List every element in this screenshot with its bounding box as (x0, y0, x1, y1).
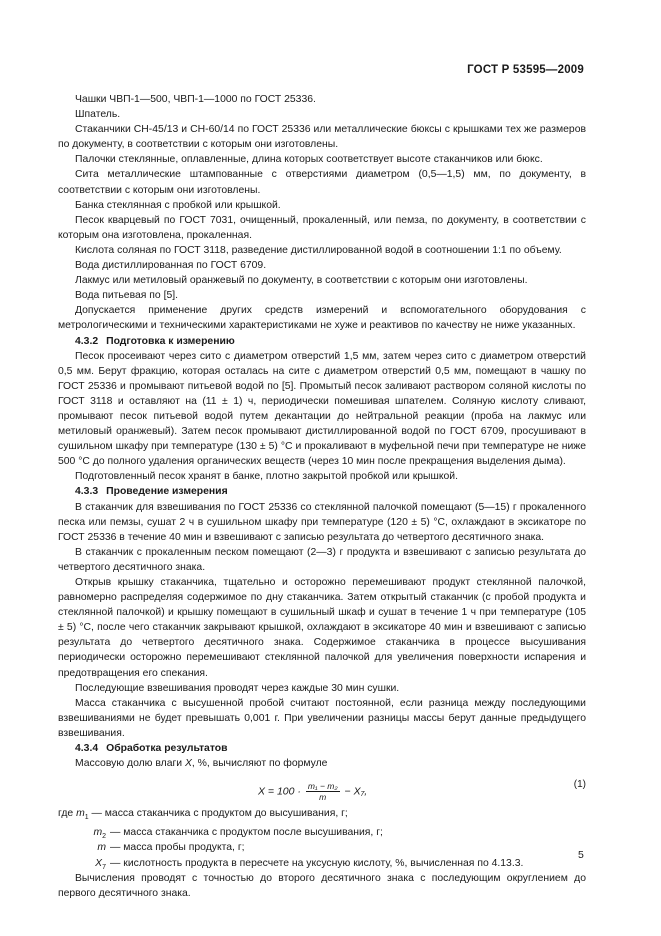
section-number: 4.3.4 (75, 743, 99, 755)
paragraph: Вычисления проводят с точностью до второго десятичного знака с последующим округлением до первого десятичного знака. (58, 872, 586, 899)
formula-number: (1) (573, 779, 586, 791)
section-heading-4-3-2 (58, 334, 586, 349)
paragraph: Кислота соляная по ГОСТ 3118, разведение дистиллированной водой в соотношении 1:1 по объему. (75, 244, 562, 256)
page-body (58, 92, 586, 901)
formula-expression (258, 781, 367, 802)
definition-subscript: 2 (102, 833, 106, 841)
paragraph: Палочки стеклянные, оплавленные, длина которых соответствует высоте стаканчиков или бюкс. (75, 154, 543, 166)
paragraph: В стаканчик с прокаленным песком помещают (2—3) г продукта и взвешивают с записью результата до четвертого десятичного знака. (58, 546, 586, 573)
formula-intro-text: , %, вычисляют по формуле (191, 758, 328, 770)
paragraph: Последующие взвешивания проводят через каждые 30 мин сушки. (75, 682, 400, 694)
paragraph: Открыв крышку стаканчика, тщательно и осторожно перемешивают продукт стеклянной палочкой, равномерно распределяя содержимое по дну стаканчика. Затем открытый стаканчик (с пробой продукта и стеклянной палочкой) и крышку помещают в сушильный шкаф и сушат в течение 1 ч при температуре (105 ± 5) °С, после чего стаканчик закрывают крышкой, охлаждают в эксикаторе 40 мин и взвешивают с записью результата до четвертого десятичного знака. Содержимое стаканчика в процессе высушивания периодически осторожно перемешивают стеклянной палочкой для увеличения поверхности испарения и предотвращения его спекания. (58, 577, 586, 679)
formula-rhs: − X₇, (344, 785, 368, 798)
paragraph: Масса стаканчика с высушенной пробой считают постоянной, если разница между последующими взвешиваниями не будет превышать 0,001 г. При увеличении разницы массы берут данные предыдущего взвешивания. (58, 697, 586, 739)
definition-subscript: 1 (84, 814, 89, 822)
section-number: 4.3.2 (75, 335, 99, 347)
formula-intro-text: Массовую долю влаги (75, 758, 185, 770)
definition-item (58, 825, 586, 840)
definition-symbol: m (97, 842, 106, 854)
definitions-list (58, 806, 586, 870)
formula-fraction (306, 781, 340, 802)
page-number: 5 (578, 849, 584, 861)
where-word: где (58, 808, 74, 820)
paragraph: Вода дистиллированная по ГОСТ 6709. (75, 260, 267, 272)
definition-text: — масса стаканчика с продуктом до высушивания, г; (88, 808, 348, 820)
paragraph: Допускается применение других средств измерений и вспомогательного оборудования с метрологическими и техническими характеристиками не хуже и реактивов по качеству не ниже указанных. (58, 305, 586, 332)
definition-item (58, 806, 586, 825)
paragraph: Банка стеклянная с пробкой или крышкой. (75, 199, 281, 211)
definition-symbol: X (95, 857, 103, 869)
formula-intro (58, 756, 586, 771)
definition-symbol: m (76, 808, 85, 820)
definition-item (58, 856, 586, 871)
section-title: Обработка результатов (106, 743, 228, 755)
definition-subscript: 7 (102, 863, 106, 871)
formula-numerator: m₁ − m₂ (307, 781, 338, 792)
section-title: Подготовка к измерению (106, 335, 235, 347)
formula-denominator: m (319, 792, 327, 803)
paragraph: Чашки ЧВП-1—500, ЧВП-1—1000 по ГОСТ 25336. (75, 94, 316, 105)
document-header: ГОСТ Р 53595—2009 (467, 64, 584, 76)
paragraph: Стаканчики СН-45/13 и СН-60/14 по ГОСТ 25336 или металлические бюксы с крышками тех же размеров по документу, в соответствии с которым они изготовлены. (58, 124, 586, 151)
formula-lhs: X = 100 · (258, 785, 301, 798)
formula-intro-variable: X (184, 758, 192, 770)
section-title: Проведение измерения (106, 486, 228, 498)
paragraph: Сита металлические штампованные с отверстиями диаметром (0,5—1,5) мм, по документу, в соответствии с которым они изготовлены. (58, 169, 586, 196)
definition-text: — кислотность продукта в пересчете на уксусную кислоту, %, вычисленная по 4.13.3. (110, 857, 524, 869)
definition-text: — масса стаканчика с продуктом после высушивания, г; (110, 827, 383, 839)
paragraph: Подготовленный песок хранят в банке, плотно закрытой пробкой или крышкой. (75, 471, 458, 483)
section-number: 4.3.3 (75, 486, 99, 498)
section-heading-4-3-3 (58, 484, 586, 499)
section-heading-4-3-4 (58, 741, 586, 756)
definition-text: — масса пробы продукта, г; (110, 842, 245, 854)
definition-symbol: m (93, 827, 103, 839)
definition-item (58, 840, 586, 855)
paragraph: Лакмус или метиловый оранжевый по документу, в соответствии с которым они изготовлены. (75, 275, 528, 287)
paragraph: Песок просеивают через сито с диаметром отверстий 1,5 мм, затем через сито с диаметром отверстий 0,5 мм. Берут фракцию, которая осталась на сите с диаметром отверстий 0,5 мм, помещают в чашку по ГОСТ 25336 и промывают питьевой водой по [5]. Промытый песок заливают раствором соляной кислоты по ГОСТ 3118 и оставляют на (11 ± 1) ч, периодически помешивая шпателем. Соляную кислоту сливают, промывают песок питьевой водой путем декантации до нейтральной реакции (проба на лакмус или метиловый оранжевый). Затем песок промывают дистиллированной водой по ГОСТ 6709, просушивают в сушильном шкафу при температуре (130 ± 5) °С и прокаливают в муфельной печи при температуре не ниже 500 °С до полного удаления органических веществ (через 10 мин после прекращения выделения дыма). (58, 350, 586, 468)
paragraph: Вода питьевая по [5]. (75, 290, 179, 302)
formula-1 (58, 773, 586, 803)
paragraph: В стаканчик для взвешивания по ГОСТ 25336 со стеклянной палочкой помещают (5—15) г прокаленного песка или пемзы, сушат 2 ч в сушильном шкафу при температуре (120 ± 5) °С, охлаждают в эксикаторе по ГОСТ 25336 в течение 40 мин и взвешивают с записью результата до четвертого десятичного знака. (58, 501, 586, 543)
paragraph: Шпатель. (75, 109, 121, 121)
paragraph: Песок кварцевый по ГОСТ 7031, очищенный, прокаленный, или пемза, по документу, в соответствии с которым она изготовлена, прокаленная. (58, 214, 586, 241)
definition-symbol-cell (58, 856, 106, 875)
